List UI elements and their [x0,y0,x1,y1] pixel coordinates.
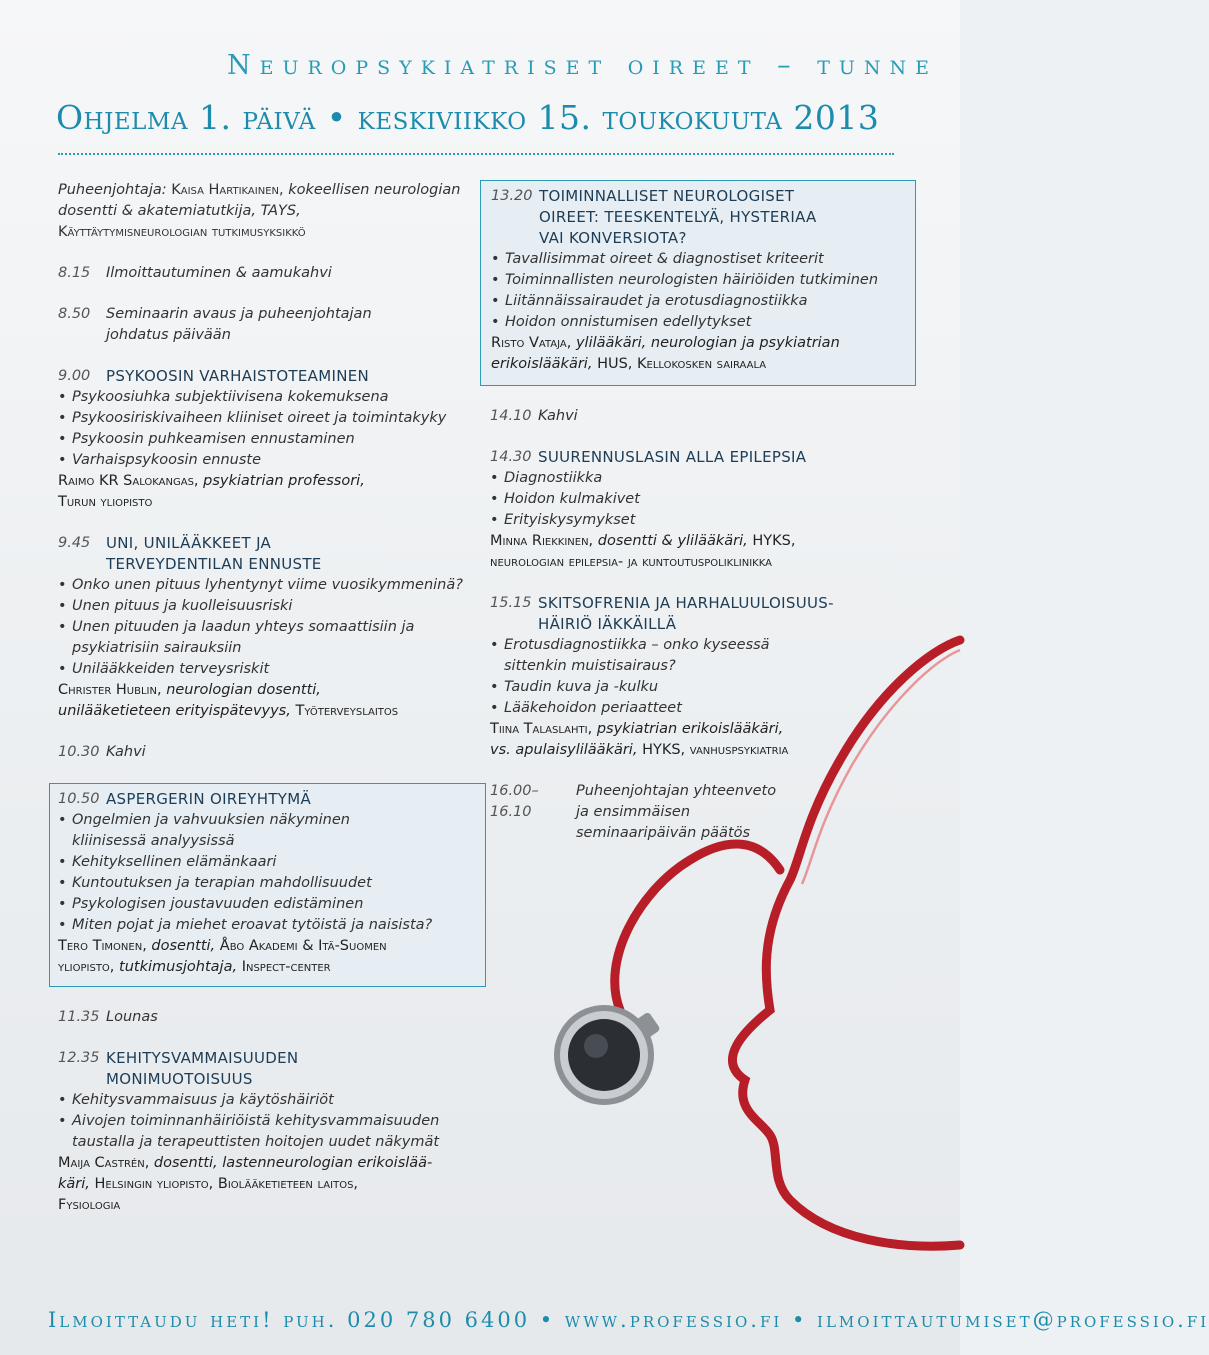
chair-intro: Puheenjohtaja: Kaisa Hartikainen, kokeellisen neurologian dosentti & akatemiatutkija, TAYS, Käyttäytymisneurologian tutkimusyksikkö [58,182,461,240]
session-epilepsy: 14.30 SUURENNUSLASIN ALLA EPILEPSIA • Diagnostiikka • Hoidon kulmakivet • Erityiskysymykset Minna Riekkinen, dosentti & ylilääkäri, HYKS, neurologian epilepsia- ja kuntoutuspoliklinikka [490,447,890,573]
speaker: Tiina Talaslahti, psykiatrian erikoislääkäri, vs. apulaisylilääkäri, HYKS, vanhuspsykiatria [490,721,789,758]
session-functional: 13.20 TOIMINNALLISET NEUROLOGISET OIREET: TEESKENTELYÄ, HYSTERIAA VAI KONVERSIOTA? • Tavallisimmat oireet & diagnostiset kriteerit • Toiminnallisten neurologisten häiriöiden tutkiminen • Liitännäissairaudet ja erotusdiagnostiikka • Hoidon onnistumisen edellytykset Risto Vataja, ylilääkäri, neurologian ja psykiatrian erikoislääkäri, HUS, Kellokosken sairaala [480,180,916,386]
speaker: Maija Castrén, dosentti, lastenneurologian erikoislää- käri, Helsingin yliopisto, Biolääketieteen laitos, Fysiologia [58,1155,433,1213]
program-item: 14.10 Kahvi [490,408,578,424]
session-asperger: 10.50 ASPERGERIN OIREYHTYMÄ • Ongelmien ja vahvuuksien näkyminen kliinisessä analyysissä • Kehityksellinen elämänkaari • Kuntoutuksen ja terapian mahdollisuudet • Psykologisen joustavuuden edistäminen • Miten pojat ja miehet eroavat tytöistä ja naisista? Tero Timonen, dosentti, Åbo Akademi & Itä-Suomen yliopisto, tutkimusjohtaja, Inspect-center [49,783,486,987]
speaker: Tero Timonen, dosentti, Åbo Akademi & Itä-Suomen yliopisto, tutkimusjohtaja, Inspect-center [58,938,387,975]
session-sleep: 9.45 UNI, UNILÄÄKKEET JA TERVEYDENTILAN ENNUSTE • Onko unen pituus lyhentynyt viime vuosikymmeninä? • Unen pituus ja kuolleisuusriski • Unen pituuden ja laadun yhteys somaattisiin ja psykiatrisiin sairauksiin • Unilääkkeiden terveysriskit Christer Hublin, neurologian dosentti, unilääketieteen erityispätevyys, Työterveyslaitos [58,533,478,722]
dotted-divider [58,153,894,155]
page-title: Ohjelma 1. päivä • keskiviikko 15. toukokuuta 2013 [56,98,880,137]
program-item: 11.35 Lounas [58,1009,158,1025]
session-psychosis: 9.00 PSYKOOSIN VARHAISTOTEAMINEN • Psykoosiuhka subjektiivisena kokemuksena • Psykoosiriskivaiheen kliiniset oireet ja toimintakyky • Psykoosin puhkeamisen ennustaminen • Varhaispsykoosin ennuste Raimo KR Salokangas, psykiatrian professori, Turun yliopisto [58,366,478,513]
tube-branch [615,844,780,1010]
program-item: 8.50 Seminaarin avaus ja puheenjohtajan johdatus päivään [58,306,372,343]
session-schizophrenia: 15.15 SKITSOFRENIA JA HARHALUULOISUUS- HÄIRIÖ IÄKKÄILLÄ • Erotusdiagnostiikka – onko kyseessä sittenkin muistisairaus? • Taudin kuva ja -kulku • Lääkehoidon periaatteet Tiina Talaslahti, psykiatrian erikoislääkäri, vs. apulaisylilääkäri, HYKS, vanhuspsykiatria [490,593,890,761]
right-column [490,180,890,864]
program-item: 8.15 Ilmoittautuminen & aamukahvi [58,265,332,281]
registration-footer: Ilmoittaudu heti! puh. 020 780 6400 • www.professio.fi • ilmoittautumiset@professio.fi [48,1308,1209,1332]
program-item: 10.30 Kahvi [58,744,146,760]
speaker: Christer Hublin, neurologian dosentti, unilääketieteen erityispätevyys, Työterveyslaitos [58,682,399,719]
series-title: Neuropsykiatriset oireet – tunne [226,50,938,81]
left-column [58,180,478,1236]
program-item-closing: 16.00–16.10 Puheenjohtajan yhteenveto ja ensimmäisen seminaaripäivän päätös [490,783,777,841]
speaker: Risto Vataja, ylilääkäri, neurologian ja psykiatrian erikoislääkäri, HUS, Kellokosken sairaala [491,335,840,372]
session-disability: 12.35 KEHITYSVAMMAISUUDEN MONIMUOTOISUUS • Kehitysvammaisuus ja käytöshäiriöt • Aivojen toiminnanhäiriöistä kehitysvammaisuuden taustalla ja terapeuttisten hoitojen uudet näkymät Maija Castrén, dosentti, lastenneurologian erikoislää- käri, Helsingin yliopisto, Biolääketieteen laitos, Fysiologia [58,1048,478,1216]
speaker: Raimo KR Salokangas, psykiatrian professori, Turun yliopisto [58,473,365,510]
session-title: PSYKOOSIN VARHAISTOTEAMINEN [106,367,370,385]
speaker: Minna Riekkinen, dosentti & ylilääkäri, HYKS, neurologian epilepsia- ja kuntoutuspoliklinikka [490,533,796,570]
